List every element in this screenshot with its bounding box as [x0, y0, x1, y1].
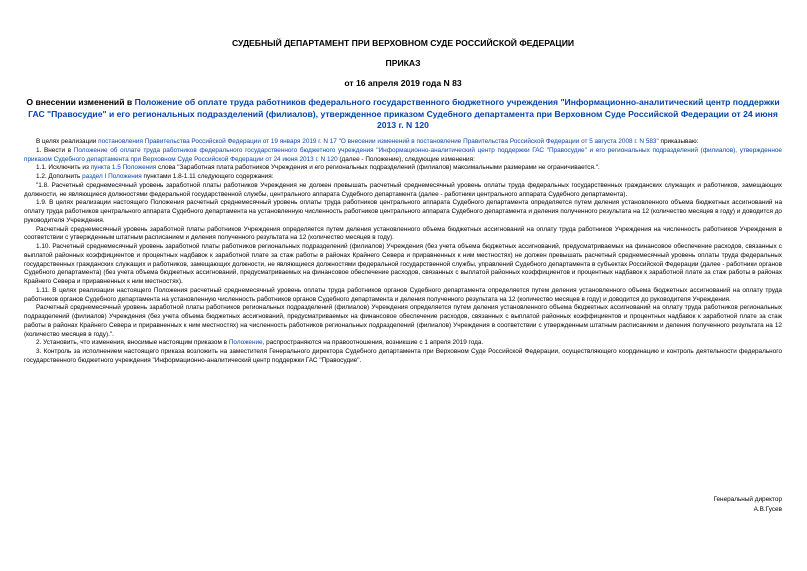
title-regulation-link[interactable]: Положение об оплате труда работников федерального государственного бюджетного учреждения "Информационно-аналитический центр поддержки ГАС "Правосудие" и его региональных подразделений (филиалов), утвержденное приказом Судебного департамента при Верховном Суде Российской Федерации от 24 июня 2013 г. N 120: [28, 97, 780, 130]
preamble-order-text: приказываю:: [658, 138, 699, 145]
clause-1-5-link[interactable]: пункта 1.5 Положения: [90, 164, 157, 172]
document-body: [24, 138, 782, 366]
item-2-text: 2. Установить, что изменения, вносимые настоящим приказом в: [36, 339, 229, 347]
title-prefix: О внесении изменений в: [26, 97, 135, 107]
item-1-tail: (далее - Положение), следующие изменения:: [337, 155, 475, 163]
item-2-tail: , распространяются на правоотношения, возникшие с 1 апреля 2019 года.: [262, 339, 484, 347]
clause-1-9-paragraph: 1.9. В целях реализации настоящего Положения расчетный среднемесячный уровень оплаты труда работников центрального аппарата Судебного департамента определяется путем деления установленного объема бюджетных ассигнований на оплату труда работников центрального аппарата Судебного департамента на установленную численность работников центрального аппарата Судебного департамента и деления полученного результата на 12 (количество месяцев в году) и доводится до руководителя Учреждения.: [24, 199, 782, 224]
section-1-link[interactable]: раздел I Положения: [82, 173, 142, 180]
clause-1-11-paragraph: 1.11. В целях реализации настоящего Положения расчетный среднемесячный уровень оплаты труда работников органов Судебного департамента определяется путем деления установленного объема бюджетных ассигнований на оплату труда работников органов Судебного департамента на установленную численность работников органов Судебного департамента и деления полученного результата на 12 (количество месяцев в году) и доводится до руководителя Учреждения.: [24, 286, 782, 303]
item-3-paragraph: 3. Контроль за исполнением настоящего приказа возложить на заместителя Генерального директора Судебного департамента при Верховном Суде Российской Федерации, осуществляющего координацию и контроль деятельности федерального государственного бюджетного учреждения "Информационно-аналитический центр поддержки ГАС "Правосудие".: [24, 348, 782, 364]
preamble-paragraph: [24, 138, 782, 147]
item-1-1-text: 1.1. Исключить из: [36, 164, 91, 172]
item-1-2-tail: пунктами 1.8-1.11 следующего содержания:: [141, 173, 274, 180]
government-decree-link[interactable]: постановления Правительства Российской Федерации от 19 января 2019 г. N 17 "О внесении изменений в постановление Правительства Российской Федерации от 5 августа 2008 г. N 583": [98, 138, 659, 145]
item-1-2-text: 1.2. Дополнить: [36, 173, 83, 180]
regulation-link[interactable]: Положение об оплате труда работников федерального государственного бюджетного учреждения "Информационно-аналитический центр поддержки ГАС "Правосудие" и его региональных подразделений (филиалов), утвержденное приказом Судебного департамента при Верховном Суде Российской Федерации от 24 июня 2013 г. N 120: [24, 146, 782, 163]
item-1-paragraph: [24, 147, 782, 165]
item-1-text: 1. Внести в: [36, 146, 74, 154]
item-1-2-paragraph: [24, 173, 782, 182]
clause-1-8-paragraph: "1.8. Расчетный среднемесячный уровень заработной платы работников Учреждения не должен превышать расчетный среднемесячный уровень оплаты труда федеральных государственных гражданских служащих и работников, замещающих должности, не являющиеся должностями федеральной государственной службы, центрального аппарата Судебного департамента (далее - работники центрального аппарата Судебного департамента).: [24, 181, 782, 198]
item-1-1-tail: слова "Заработная плата работников Учреждения и его региональных подразделений (филиалов) максимальными размерами не ограничивается.".: [156, 164, 600, 172]
signature-position: Генеральный директор: [713, 496, 782, 503]
department-heading: СУДЕБНЫЙ ДЕПАРТАМЕНТ ПРИ ВЕРХОВНОМ СУДЕ РОССИЙСКОЙ ФЕДЕРАЦИИ: [231, 38, 575, 48]
document-title: [24, 97, 782, 132]
clause-1-11-second-paragraph: Расчетный среднемесячный уровень заработной платы работников региональных подразделений (филиалов) Учреждения определяется путем деления установленного объема бюджетных ассигнований на оплату труда работников региональных подразделений (филиалов) Учреждения (без учета объема бюджетных ассигнований, предусматриваемых на финансовое обеспечение расходов, связанных с выплатой районных коэффициентов и процентных надбавок к заработной плате за стаж работы в районах Крайнего Севера и приравненных к ним местностях) на численность работников региональных подразделений (филиалов) Учреждения в соответствии с утвержденным штатным расписанием и деления полученного результата на 12 (количество месяцев в году).".: [24, 304, 782, 338]
item-1-1-paragraph: [24, 164, 782, 173]
doc-type-heading: ПРИКАЗ: [385, 58, 421, 68]
preamble-text: В целях реализации: [36, 138, 99, 145]
item-2-paragraph: [24, 339, 782, 348]
clause-1-9-second-paragraph: Расчетный среднемесячный уровень заработной платы работников Учреждения определяется путем деления установленного объема бюджетных ассигнований на оплату труда работников Учреждения на численность работников Учреждения в соответствии с утвержденным штатным расписанием и деления полученного результата на 12 (количество месяцев в году).: [24, 225, 782, 242]
signature-name: А.В.Гусев: [753, 506, 782, 513]
doc-date-heading: от 16 апреля 2019 года N 83: [344, 78, 462, 88]
regulation-short-link[interactable]: Положение: [228, 339, 263, 347]
clause-1-10-paragraph: 1.10. Расчетный среднемесячный уровень заработной платы работников региональных подразделений (филиалов) Учреждения (без учета объема бюджетных ассигнований, предусматриваемых на финансовое обеспечение расходов, связанных с выплатой районных коэффициентов и процентных надбавок к заработной плате за стаж работы в районах Крайнего Севера и приравненных к ним местностях) не должен превышать расчетный среднемесячный уровень оплаты труда федеральных государственных гражданских служащих и работников, замещающих должности, не являющиеся должностями федеральной государственной службы, управлений Судебного департамента в субъектах Российской Федерации (далее - работники органов Судебного департамента) (без учета объема бюджетных ассигнований, предусматриваемых на финансовое обеспечение расходов, связанных с выплатой районных коэффициентов и процентных надбавок к заработной плате за стаж работы в районах Крайнего Севера и приравненных к ним местностях).: [24, 243, 782, 285]
